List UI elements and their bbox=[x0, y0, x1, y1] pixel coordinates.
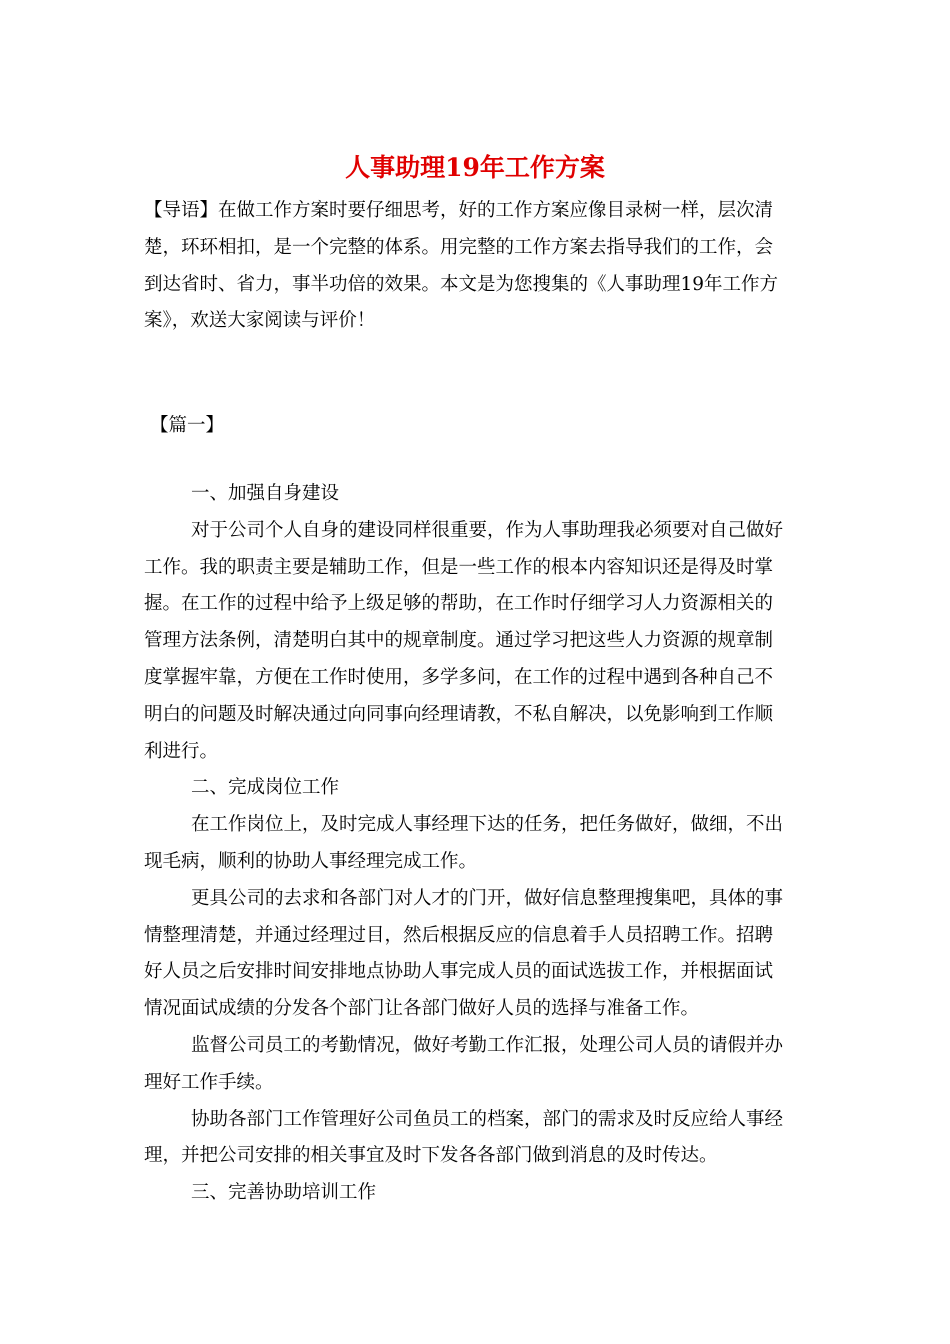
body-line: 更具公司的去求和各部门对人才的门开，做好信息整理搜集吧，具体的事 bbox=[191, 887, 784, 909]
body-text bbox=[144, 476, 804, 1212]
body-line: 理，并把公司安排的相关事宜及时下发各各部门做到消息的及时传达。 bbox=[144, 1145, 718, 1167]
body-line: 情况面试成绩的分发各个部门让各部门做好人员的选择与准备工作。 bbox=[144, 998, 700, 1020]
section-tag: 【篇一】 bbox=[150, 415, 225, 436]
body-line: 管理方法条例，清楚明白其中的规章制度。通过学习把这些人力资源的规章制 bbox=[144, 630, 774, 652]
body-line: 度掌握牢靠，方便在工作时使用，多学多问，在工作的过程中遇到各种自己不 bbox=[144, 666, 774, 688]
body-line: 好人员之后安排时间安排地点协助人事完成人员的面试选拔工作，并根据面试 bbox=[144, 961, 774, 983]
body-line: 现毛病，顺利的协助人事经理完成工作。 bbox=[144, 850, 478, 872]
body-line: 握。在工作的过程中给予上级足够的帮助，在工作时仔细学习人力资源相关的 bbox=[144, 593, 774, 615]
lead-paragraph bbox=[144, 193, 804, 340]
body-line: 协助各部门工作管理好公司鱼员工的档案，部门的需求及时反应给人事经 bbox=[191, 1108, 784, 1130]
lead-line: 楚，环环相扣，是一个完整的体系。用完整的工作方案去指导我们的工作，会 bbox=[144, 236, 774, 258]
lead-line: 到达省时、省力，事半功倍的效果。本文是为您搜集的《人事助理19年工作方 bbox=[144, 273, 779, 295]
body-line: 工作。我的职责主要是辅助工作，但是一些工作的根本内容知识还是得及时掌 bbox=[144, 556, 774, 578]
section-heading: 三、完善协助培训工作 bbox=[191, 1182, 377, 1204]
body-line: 在工作岗位上，及时完成人事经理下达的任务，把任务做好，做细，不出 bbox=[191, 814, 784, 836]
body-line: 情整理清楚，并通过经理过目，然后根据反应的信息着手人员招聘工作。招聘 bbox=[144, 924, 774, 946]
section-heading: 一、加强自身建设 bbox=[191, 483, 340, 504]
section-heading: 二、完成岗位工作 bbox=[191, 777, 340, 799]
body-line: 监督公司员工的考勤情况，做好考勤工作汇报，处理公司人员的请假并办 bbox=[191, 1034, 784, 1056]
body-line: 利进行。 bbox=[144, 740, 219, 762]
document-title: 人事助理19年工作方案 bbox=[345, 153, 605, 182]
lead-line: 【导语】在做工作方案时要仔细思考，好的工作方案应像目录树一样，层次清 bbox=[144, 200, 774, 221]
body-line: 明白的问题及时解决通过向同事向经理请教，不私自解决，以免影响到工作顺 bbox=[144, 703, 774, 725]
lead-line: 案》，欢送大家阅读与评价！ bbox=[144, 310, 376, 332]
body-line: 理好工作手续。 bbox=[144, 1071, 274, 1093]
body-line: 对于公司个人自身的建设同样很重要，作为人事助理我必须要对自己做好 bbox=[191, 519, 784, 541]
